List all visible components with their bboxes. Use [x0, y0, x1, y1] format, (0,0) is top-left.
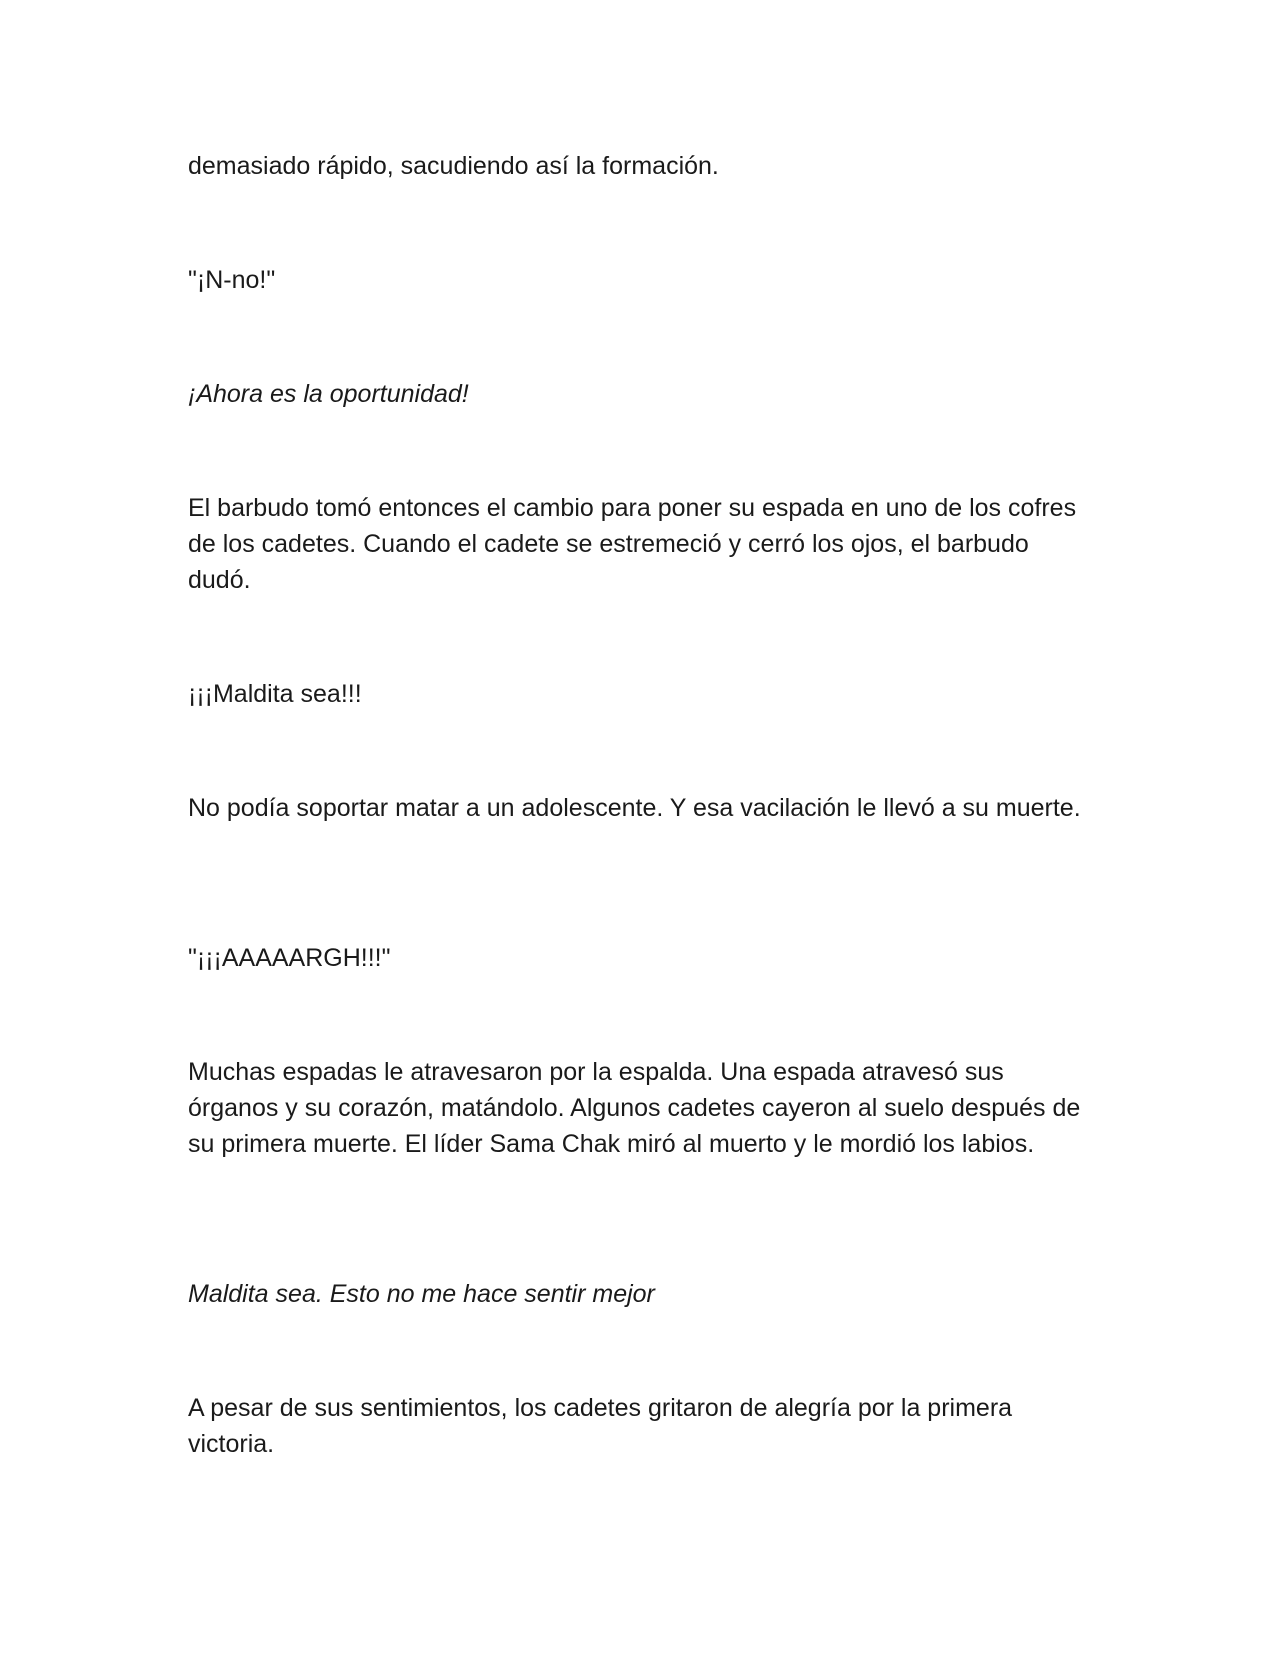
paragraph-9: Maldita sea. Esto no me hace sentir mejor — [188, 1280, 655, 1308]
paragraph-7: "¡¡¡AAAAARGH!!!" — [188, 944, 391, 972]
paragraph-2: "¡N-no!" — [188, 266, 276, 294]
paragraph-10: A pesar de sus sentimientos, los cadetes gritaron de alegría por la primera victoria. — [188, 1394, 1013, 1458]
paragraph-4: El barbudo tomó entonces el cambio para poner su espada en uno de los cofres de los cadetes. Cuando el cadete se estremeció y cerró los ojos, el barbudo dudó. — [188, 494, 1077, 594]
paragraph-8: Muchas espadas le atravesaron por la espalda. Una espada atravesó sus órganos y su corazón, matándolo. Algunos cadetes cayeron al suelo después de su primera muerte. El líder Sama Chak miró al muerto y le mordió los labios. — [188, 1058, 1081, 1158]
paragraph-5: ¡¡¡Maldita sea!!! — [188, 680, 362, 708]
paragraph-3: ¡Ahora es la oportunidad! — [188, 380, 469, 408]
paragraph-1: demasiado rápido, sacudiendo así la formación. — [188, 152, 719, 180]
paragraph-6: No podía soportar matar a un adolescente. Y esa vacilación le llevó a su muerte. — [188, 794, 1081, 822]
